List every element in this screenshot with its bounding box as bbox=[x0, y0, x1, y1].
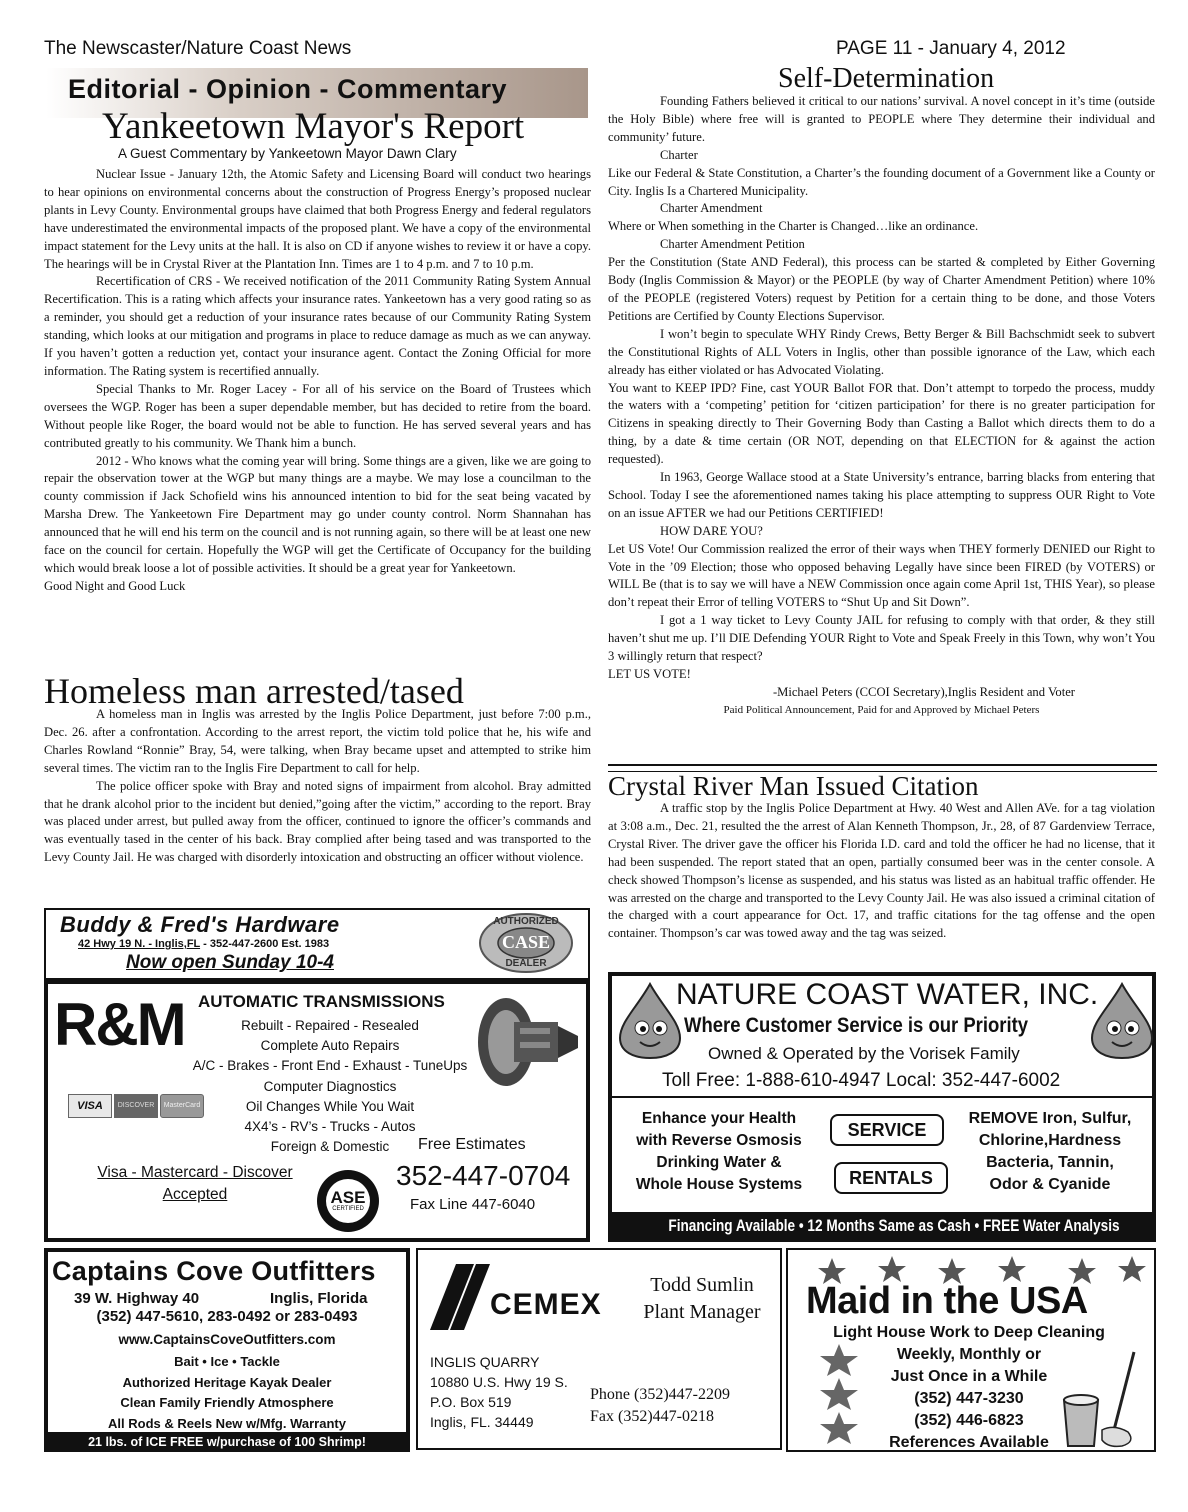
rm-service-line: A/C - Brakes - Front End - Exhaust - TuneUps bbox=[192, 1058, 468, 1074]
cemex-address-line: P.O. Box 519 bbox=[430, 1394, 512, 1410]
sd-subhead: HOW DARE YOU? bbox=[660, 523, 763, 538]
captains-feature: Clean Family Friendly Atmosphere bbox=[120, 1395, 334, 1410]
rm-logo: R&M bbox=[54, 991, 185, 1058]
rm-accepted bbox=[88, 1162, 302, 1206]
water-right-line: Chlorine,Hardness bbox=[978, 1132, 1122, 1149]
rm-service-line: Oil Changes While You Wait bbox=[245, 1098, 415, 1114]
water-service-badge: SERVICE bbox=[830, 1114, 944, 1146]
rm-accepted-line: Accepted bbox=[162, 1186, 228, 1203]
captains-cove-ad bbox=[44, 1248, 410, 1452]
rm-fax: Fax Line 447-6040 bbox=[410, 1196, 536, 1213]
section-banner-label: Editorial - Opinion - Commentary bbox=[68, 74, 508, 104]
water-left-line: Enhance your Health bbox=[641, 1110, 797, 1127]
cemex-contact bbox=[590, 1384, 730, 1428]
water-right-line: Odor & Cyanide bbox=[989, 1176, 1111, 1193]
sd-paragraph: Founding Fathers believed it critical to our nations’ survival. A novel concept in it’s time (outside the Holy Bible) where free will is granted to PEOPLE where They determine their individual and community’ future. bbox=[608, 94, 1155, 144]
sd-signature: -Michael Peters (CCOI Secretary),Inglis Resident and Voter bbox=[772, 684, 1075, 699]
captains-website: www.CaptainsCoveOutfitters.com bbox=[118, 1332, 336, 1347]
rm-accepted-line: Visa - Mastercard - Discover bbox=[97, 1164, 293, 1181]
water-right-line: Bacteria, Tannin, bbox=[986, 1154, 1114, 1171]
self-determination-title: Self-Determination bbox=[778, 63, 995, 94]
discover-icon: DISCOVER bbox=[114, 1094, 158, 1118]
crystal-body bbox=[608, 800, 1155, 943]
cemex-address-line: INGLIS QUARRY bbox=[430, 1354, 540, 1370]
water-company-name: NATURE COAST WATER, INC. bbox=[676, 978, 1099, 1011]
hardware-address: 42 Hwy 19 N. - Inglis,FL bbox=[78, 938, 201, 950]
water-drop-icon bbox=[618, 982, 682, 1060]
mayor-closing: Good Night and Good Luck bbox=[44, 578, 186, 593]
rm-service-line: 4X4’s - RV’s - Trucks - Autos bbox=[244, 1119, 416, 1135]
sd-subhead: Charter Amendment bbox=[660, 201, 763, 216]
ase-subtext: CERTIFIED bbox=[332, 1206, 364, 1212]
sd-paragraph: I won’t begin to speculate WHY Rindy Crews, Betty Berger & Bill Bachschmidt seek to subvert the Constitutional Rights of ALL Voters in Inglis, other than possible ignorance of the Law, which each already has either violated or has Advocated Violating. bbox=[608, 326, 1155, 377]
water-right-line: REMOVE Iron, Sulfur, bbox=[968, 1110, 1132, 1127]
sd-paragraph: Per the Constitution (State AND Federal), this process can be started & completed by Either Governing Body (Inglis Commission & Mayor) or the PEOPLE (by way of Charter Amendment Petition) where 10% of the PEOPLE (registered Voters) request by Petition for a certain thing to be done, and those Voters Petitions are Certified by County Elections Supervisor. bbox=[608, 255, 1155, 323]
sd-subhead: Charter Amendment Petition bbox=[660, 237, 805, 252]
rm-service-line: Computer Diagnostics bbox=[263, 1078, 397, 1094]
sd-paragraph: LET US VOTE! bbox=[608, 667, 691, 681]
card-logos bbox=[68, 1090, 204, 1120]
page-date: PAGE 11 - January 4, 2012 bbox=[836, 38, 1066, 59]
maid-line: References Available bbox=[889, 1434, 1049, 1451]
divider bbox=[612, 1096, 1152, 1098]
sd-paragraph: Where or When something in the Charter is Changed…like an ordinance. bbox=[608, 219, 979, 234]
hardware-contact bbox=[78, 938, 329, 950]
cemex-manager bbox=[628, 1272, 776, 1326]
newspaper-name: The Newscaster/Nature Coast News bbox=[44, 38, 352, 59]
sd-paid-notice: Paid Political Announcement, Paid for and Approved by Michael Peters bbox=[723, 703, 1040, 716]
water-left-list bbox=[612, 1108, 826, 1196]
sd-subhead: Charter bbox=[660, 147, 698, 162]
ase-certified-icon bbox=[314, 1168, 382, 1234]
cemex-ad bbox=[416, 1248, 782, 1450]
maid-line: Light House Work to Deep Cleaning bbox=[833, 1324, 1105, 1341]
rm-transmissions-ad bbox=[44, 980, 590, 1242]
maid-usa-ad bbox=[786, 1248, 1156, 1452]
cemex-fax: Fax (352)447-0218 bbox=[590, 1408, 714, 1425]
cemex-address bbox=[430, 1352, 568, 1432]
sd-paragraph: Like our Federal & State Constitution, a Charter’s the founding document of a Government like a County or City. Inglis Is a Chartered Municipality. bbox=[608, 165, 1155, 198]
mayor-paragraph: Special Thanks to Mr. Roger Lacey - For all of his service on the Board of Trustees which oversees the WGP. Roger has been a super dependable member, but has decided to retire from the board. Without people like Roger, the board would not be able to function. He has served several years and has contributed greatly to his community. We Thank him a bunch. bbox=[44, 381, 591, 450]
nature-coast-water-ad bbox=[608, 972, 1156, 1242]
mayor-paragraph: Recertification of CRS - We received notification of the 2011 Community Rating System Annual Recertification. This is a rating which affects your insurance rates. Yankeetown has a very good rating so as a reminder, you should get a reduction of your insurance rates because of our Community Rating System standing, which looks at our mitigation and programs in place to reduce damage as much as we can anyway. If you haven’t gotten a reduction yet, contact your insurance agent. Contact the Zoning Official for more information. The Rating system is recertified annually. bbox=[44, 274, 591, 378]
captains-features bbox=[48, 1352, 406, 1434]
captains-feature: Bait • Ice • Tackle bbox=[174, 1354, 280, 1369]
captains-address: 39 W. Highway 40 bbox=[74, 1290, 200, 1307]
captains-promo: 21 lbs. of ICE FREE w/purchase of 100 Shrimp! bbox=[44, 1432, 410, 1452]
homeless-title: Homeless man arrested/tased bbox=[44, 671, 464, 711]
water-left-line: Whole House Systems bbox=[635, 1176, 803, 1193]
mop-bucket-icon bbox=[1058, 1350, 1144, 1450]
homeless-paragraph: A homeless man in Inglis was arrested by the Inglis Police Department, just before 7:00 p.m., Dec. 26. after a confrontation. According to the arrest report, the victim told police that he, his wife and Charles Rowland “Ronnie” Bray, 54, were talking, when Bray became upset and attempted to strike him several times. The victim ran to the Inglis Fire Department to call for help. bbox=[44, 707, 591, 775]
mayor-paragraph: 2012 - Who knows what the coming year will bring. Some things are a given, like we are going to repair the observation tower at the WGP but many things are a maybe. We may lose a councilman to the county commission if Jack Schofield wins his announced intention to bid for the seat being vacated by Marsha Drew. The Yankeetown Fire Department may go under county control. Norm Shannahan has announced that he will end his term on the council and is not running again, so there will be at least one new face on the council for certain. Hopefully the WGP will get the Certificate of Occupancy for the building which would break loose a lot of possible activities. It should be a great year for Yankeetown. bbox=[44, 453, 591, 575]
badge-bottom-text: DEALER bbox=[505, 958, 547, 969]
rm-phone: 352-447-0704 bbox=[396, 1160, 571, 1191]
hardware-ad bbox=[44, 908, 590, 980]
captains-feature: All Rods & Reels New w/Mfg. Warranty bbox=[108, 1415, 346, 1431]
transmission-icon bbox=[474, 992, 582, 1092]
rm-free-estimates: Free Estimates bbox=[418, 1136, 526, 1153]
rm-service-line: Rebuilt - Repaired - Resealed bbox=[241, 1018, 419, 1033]
homeless-body bbox=[44, 706, 591, 867]
captains-city: Inglis, Florida bbox=[270, 1290, 368, 1307]
hardware-name: Buddy & Fred's Hardware bbox=[60, 912, 340, 937]
maid-line: Just Once in a While bbox=[890, 1368, 1048, 1385]
cemex-address-line: 10880 U.S. Hwy 19 S. bbox=[430, 1374, 568, 1390]
maid-title: Maid in the USA bbox=[806, 1280, 1088, 1322]
rm-title: AUTOMATIC TRANSMISSIONS bbox=[198, 992, 445, 1011]
cemex-manager-name: Todd Sumlin bbox=[650, 1274, 754, 1296]
sd-paragraph: I got a 1 way ticket to Levy County JAIL for refusing to comply with that order, & they still haven’t shut me up. I’ll DIE Defending YOUR Right to Vote and Speak Freely in this Town, why won’t You 3 willingly return that respect? bbox=[608, 613, 1155, 664]
water-phones: Toll Free: 1-888-610-4947 Local: 352-447-6002 bbox=[662, 1070, 1061, 1091]
water-slogan: Where Customer Service is our Priority bbox=[684, 1014, 1029, 1037]
mayor-report-body bbox=[44, 166, 591, 596]
mayor-paragraph: Nuclear Issue - January 12th, the Atomic Safety and Licensing Board will conduct two hearings to hear opinions on environmental concerns about the construction of Progress Energy’s proposed nuclear plants in Levy County. Environmental groups have claimed that both Progress Energy and federal regulators have underestimated the environmental impacts of the proposed plant. We have a copy of the environmental impact statement for the Levy units at the hall. It is also on CD if anyone wishes to review it or have a copy. The hearings will be in Crystal River at the Plantation Inn. Times are 1 to 4 p.m. and 7 to 10 p.m. bbox=[44, 167, 591, 271]
water-rentals-badge: RENTALS bbox=[834, 1162, 948, 1194]
cemex-logo-text: CEMEX bbox=[490, 1288, 602, 1321]
captains-feature: Authorized Heritage Kayak Dealer bbox=[122, 1374, 332, 1390]
water-left-line: Drinking Water & bbox=[656, 1154, 782, 1171]
crystal-paragraph: A traffic stop by the Inglis Police Department at Hwy. 40 West and Allen AVe. for a tag violation at 3:08 a.m., Dec. 21, resulted the the arrest of Alan Kenneth Thompson, Jr., 28, of 87 Gardenview Terrace, Crystal River. The driver gave the officer his Florida I.D. card and told the officer he had no license, that it had been suspended. The report stated that an open, partially consumed beer was in the center console. A check showed Thompson’s license as suspended, and his status was listed as an habitual traffic offender. He was arrested on the charge and transported to the Levy County Jail. He was also issued a criminal citation of the charged with a court appearance for Oct. 17, and traffic citations for the tag offense and the open container. Thompson’s car was towed away and the tag was seized. bbox=[608, 801, 1155, 941]
maid-line: (352) 447-3230 bbox=[914, 1390, 1024, 1407]
sd-paragraph: In 1963, George Wallace stood at a State University’s entrance, barring blacks from entering that School. Today I see the aforementioned names taking his place attempting to suppress OUR Right to Vote on an issue AFTER we had our Petitions CERTIFIED! bbox=[608, 470, 1155, 520]
hardware-hours: Now open Sunday 10-4 bbox=[126, 952, 334, 973]
crystal-title: Crystal River Man Issued Citation bbox=[608, 771, 979, 801]
cemex-address-line: Inglis, FL. 34449 bbox=[430, 1414, 534, 1430]
badge-top-text: AUTHORIZED bbox=[493, 916, 559, 927]
water-drop-icon bbox=[1090, 982, 1154, 1060]
cemex-phone: Phone (352)447-2209 bbox=[590, 1386, 730, 1403]
maid-line: Weekly, Monthly or bbox=[896, 1346, 1042, 1363]
mayor-report-byline: A Guest Commentary by Yankeetown Mayor Dawn Clary bbox=[118, 146, 457, 161]
self-determination-body bbox=[608, 93, 1155, 720]
water-owned: Owned & Operated by the Vorisek Family bbox=[708, 1044, 1020, 1063]
water-financing-bar bbox=[612, 1212, 1152, 1240]
visa-icon: VISA bbox=[68, 1094, 112, 1118]
sd-paragraph: Let US Vote! Our Commission realized the error of their ways when THEY formerly DENIED our Right to Vote in the ’09 Election; those who opposed behaving Legally have since been FIRED (by VOTERS) or WILL Be (that is to say we will have a NEW Commission once again come April 1st, THIS Year), so please don’t repeat their Error of telling VOTERS to “Shut Up and Sit Down”. bbox=[608, 541, 1155, 610]
star-icon bbox=[814, 1342, 864, 1448]
mayor-report-title: Yankeetown Mayor's Report bbox=[102, 106, 525, 147]
badge-mid-text: CASE bbox=[501, 932, 550, 952]
captains-name: Captains Cove Outfitters bbox=[52, 1256, 376, 1286]
ase-text: ASE bbox=[330, 1188, 366, 1207]
sd-paragraph: You want to KEEP IPD? Fine, cast YOUR Ballot FOR that. Don’t attempt to torpedo the process, muddy the waters with a ‘competing’ petition for ‘citizen participation’ for there is no greater participation for Citizens in speaking directly to Their Governing Body than Casting a Ballot which directs them to do a thing, by a date & time certain (OR NOT, depending on that ELECTION for & against the action requested). bbox=[608, 380, 1155, 467]
water-right-list bbox=[948, 1108, 1152, 1196]
maid-line: (352) 446-6823 bbox=[914, 1412, 1024, 1429]
hardware-phone: - 352-447-2600 Est. 1983 bbox=[200, 938, 330, 950]
water-financing-text: Financing Available • 12 Months Same as Cash • FREE Water Analysis bbox=[668, 1216, 1120, 1235]
captains-phones: (352) 447-5610, 283-0492 or 283-0493 bbox=[96, 1308, 358, 1325]
cemex-manager-role: Plant Manager bbox=[643, 1301, 761, 1323]
cemex-logo-icon bbox=[430, 1262, 490, 1332]
rm-service-line: Complete Auto Repairs bbox=[260, 1038, 400, 1054]
rm-service-line: Foreign & Domestic bbox=[270, 1139, 390, 1155]
homeless-paragraph: The police officer spoke with Bray and noted signs of impairment from alcohol. Bray admitted that he drank alcohol prior to the incident but denied,”going after the victim,” according to the report. Bray was placed under arrest, but pulled away from the officer, continued to ignore the officer’s commands and was eventually tased in the center of his back. Bray complied after being tased and was transported to the Levy County Jail. He was charged with disorderly intoxication and obstructing an officer without violence. bbox=[44, 778, 591, 865]
case-dealer-badge bbox=[478, 912, 574, 974]
water-left-line: with Reverse Osmosis bbox=[636, 1132, 802, 1149]
mastercard-icon: MasterCard bbox=[160, 1094, 204, 1118]
